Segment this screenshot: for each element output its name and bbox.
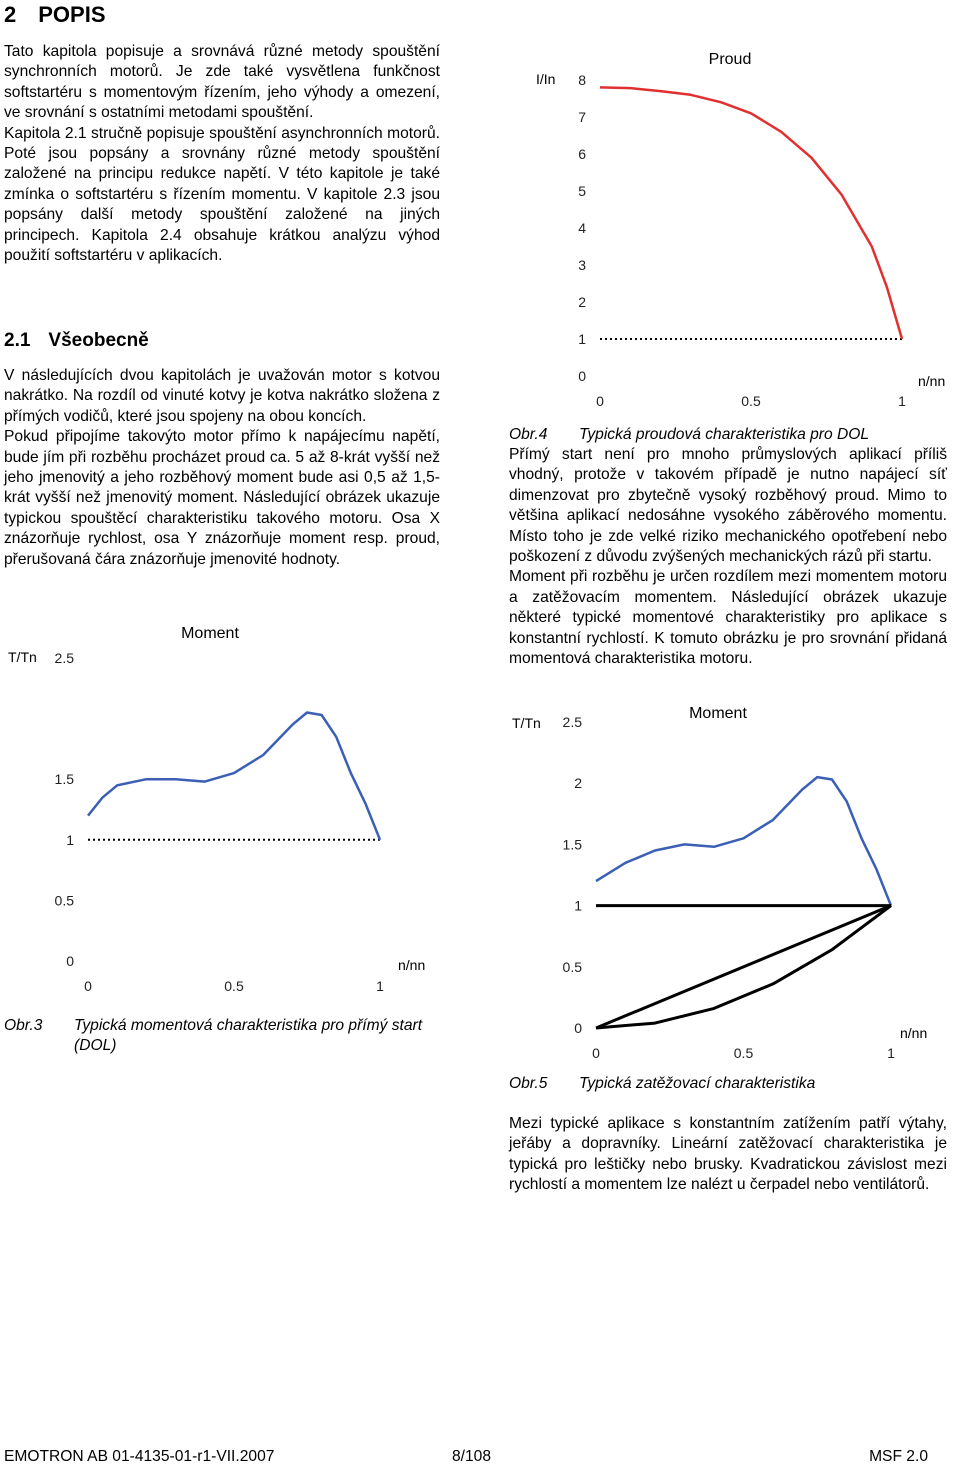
current-chart-svg: [500, 40, 960, 420]
torque-chart-svg: [0, 618, 460, 998]
right-paragraph-1: Přímý start není pro mnoho průmyslových aplikací příliš vhodný, protože v takovém případě je nutno napájecí síť dimenzovat pro zbytečně vysoký rozběhový proud. Mimo to většina aplikací nedosáhne vysokého záběrového momentu. Místo toho je zde velké riziko mechanického opotřebení nebo poškození z důvodu zvýšených mechanických rázů při startu.: [509, 446, 947, 566]
current-chart: [500, 40, 960, 420]
series-line-1: [596, 777, 891, 906]
y-tick-label: 5: [578, 183, 586, 199]
y-tick-label: 6: [578, 146, 586, 162]
y-tick-label: 0: [66, 953, 74, 969]
y-tick-label: 3: [578, 257, 586, 273]
series-line-1: [600, 87, 902, 339]
load-chart: [500, 698, 960, 1068]
y-tick-label: 7: [578, 109, 586, 125]
chart-title: Moment: [689, 705, 747, 722]
y-axis-label: T/Tn: [8, 649, 37, 665]
intro-paragraph-2: Kapitola 2.1 stručně popisuje spouštění asynchronních motorů. Poté jsou popsány a srovnány různé metody spouštění založené na principu redukce napětí. V této kapitole je také zmínka o softstartéru s řízením momentu. V kapitole 2.3 jsou popsány další metody spouštění založené na jiných principech. Kapitola 2.4 obsahuje krátkou analýzu výhod použití softstartéru v aplikacích.: [4, 124, 440, 265]
section-paragraph-1: V následujících dvou kapitolách je uvažován motor s kotvou nakrátko. Na rozdíl od vinuté kotvy je kotva nakrátko složena z přímých vodičů, které jsou spojeny na obou koncích.: [4, 367, 440, 425]
right-paragraph-3: Mezi typické aplikace s konstantním zatížením patří výtahy, jeřáby a dopravníky. Lineární zatěžovací charakteristika je typická pro leštičky nebo brusky. Kvadratickou závislost mezi rychlostí a momentem lze nalézt u čerpadel nebo ventilátorů.: [509, 1115, 947, 1194]
load-chart-svg: [500, 698, 960, 1068]
section-paragraph-2: Pokud připojíme takovýto motor přímo k napájecímu napětí, bude jím při rozběhu procházet proud ca. 5 až 8-krát vyšší než jeho jmenovitý a jeho rozběhový moment bude asi 0,5 až 1,5-krát vyšší než jmenovitý moment. Následující obrázek ukazuje typickou spouštěcí charakteristiku takového motoru. Osa X znázorňuje rychlost, osa Y znázorňuje moment resp. proud, přerušovaná čára znázorňuje jmenovité hodnoty.: [4, 428, 440, 568]
fig5-text: Typická zatěžovací charakteristika: [579, 1075, 816, 1092]
section-title: Všeobecně: [48, 330, 149, 351]
fig3-label: Obr.3: [4, 1017, 43, 1034]
y-tick-label: 0: [578, 368, 586, 384]
x-tick-label: 0: [84, 978, 92, 994]
y-tick-label: 1: [578, 331, 586, 347]
series-line-1: [88, 713, 380, 840]
y-axis-label: T/Tn: [512, 715, 541, 731]
fig4-text: Typická proudová charakteristika pro DOL: [579, 426, 870, 443]
y-tick-label: 2: [578, 294, 586, 310]
right-paragraph-2: Moment při rozběhu je určen rozdílem mezi momentem motoru a zatěžovacím momentem. Následující obrázek ukazuje některé typické momentové charakteristiky pro aplikace s konstantní rychlostí. K tomuto obrázku je pro srovnání přidaná momentová charakteristika motoru.: [509, 568, 947, 668]
y-tick-label: 0: [574, 1020, 582, 1036]
x-tick-label: 0: [592, 1045, 600, 1061]
chart-title: Proud: [708, 51, 752, 68]
footer-page: 8/108: [452, 1448, 492, 1465]
y-tick-label: 2: [574, 775, 582, 792]
series-line-3: [596, 906, 891, 1028]
y-tick-label: 1: [66, 831, 74, 848]
fig5-label: Obr.5: [509, 1075, 548, 1092]
x-tick-label: 1: [887, 1045, 895, 1061]
intro-text: [4, 42, 440, 266]
section-number: 2.1: [4, 330, 31, 351]
right-text-1: [509, 445, 947, 669]
x-tick-label: 1: [376, 978, 384, 994]
footer-left: EMOTRON AB 01-4135-01-r1-VII.2007: [4, 1448, 275, 1465]
x-tick-label: 0.5: [741, 393, 761, 409]
y-tick-label: 0.5: [54, 892, 74, 909]
y-tick-label: 8: [578, 72, 586, 88]
right-text-2: [509, 1114, 947, 1196]
section-heading: [4, 330, 149, 352]
x-axis-label: n/nn: [398, 957, 426, 973]
chart-title: Moment: [181, 625, 239, 642]
intro-paragraph-1: Tato kapitola popisuje a srovnává různé metody spouštění synchronních motorů. Je zde také vysvětlena funkčnost softstartéru s momentovým řízením, jeho výhody a omezení, ve srovnání s ostatními metodami spouštění.: [4, 43, 440, 122]
x-axis-label: n/nn: [900, 1025, 928, 1041]
torque-chart: [0, 618, 460, 998]
y-axis-label: I/In: [536, 71, 556, 87]
y-tick-label: 1: [574, 897, 582, 914]
x-tick-label: 0.5: [224, 978, 244, 994]
fig4-label: Obr.4: [509, 426, 548, 443]
y-tick-label: 1.5: [54, 771, 74, 788]
x-tick-label: 0: [596, 393, 604, 409]
fig5-caption: [509, 1074, 947, 1094]
chapter-title: POPIS: [38, 2, 106, 27]
x-tick-label: 1: [898, 393, 906, 409]
footer-right: MSF 2.0: [869, 1448, 928, 1465]
y-tick-label: 2.5: [54, 650, 74, 666]
fig4-caption: [509, 425, 947, 445]
fig3-text: Typická momentová charakteristika pro přímý start (DOL): [74, 1017, 423, 1054]
x-axis-label: n/nn: [918, 373, 946, 389]
y-tick-label: 1.5: [562, 836, 582, 853]
fig3-caption: [4, 1016, 444, 1056]
y-tick-label: 4: [578, 220, 586, 236]
y-tick-label: 0.5: [562, 958, 582, 975]
y-tick-label: 2.5: [562, 714, 582, 730]
chapter-number: 2: [4, 2, 17, 27]
section-text: [4, 366, 440, 570]
chapter-heading: [4, 2, 106, 28]
x-tick-label: 0.5: [733, 1045, 754, 1061]
